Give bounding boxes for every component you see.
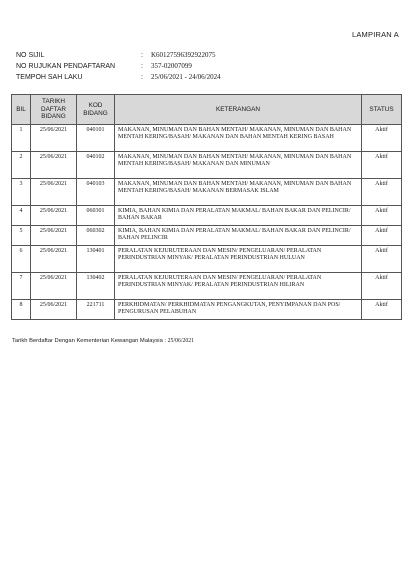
cell-keterangan: PERALATAN KEJURUTERAAN DAN MESIN/ PENGELUARAN/ PERALATAN PERINDUSTRIAN MINYAK/ PERALATAN PERINDUSTRIAN HILIRAN xyxy=(115,273,362,300)
meta-value: K60127596392922075 xyxy=(151,51,216,59)
cell-tarikh: 25/06/2021 xyxy=(31,179,77,206)
header-status: STATUS xyxy=(362,95,402,125)
bidang-table xyxy=(11,94,402,320)
certificate-meta xyxy=(16,50,221,83)
meta-value: 25/06/2021 - 24/06/2024 xyxy=(151,73,221,81)
cell-bil: 5 xyxy=(12,226,31,246)
registration-date-line xyxy=(12,338,194,344)
cell-bil: 4 xyxy=(12,206,31,226)
table-header-row xyxy=(12,95,402,125)
cell-keterangan: KIMIA, BAHAN KIMIA DAN PERALATAN MAKMAL/ BAHAN BAKAR DAN PELINCIR/ BAHAN BAKAR xyxy=(115,206,362,226)
meta-row-no-rujukan xyxy=(16,61,221,72)
lampiran-label: LAMPIRAN A xyxy=(351,30,399,39)
meta-colon: : xyxy=(141,63,143,70)
table-row xyxy=(12,125,402,152)
meta-colon: : xyxy=(141,74,143,81)
cell-tarikh: 25/06/2021 xyxy=(31,273,77,300)
cell-kod: 040103 xyxy=(77,179,115,206)
cell-status: Aktif xyxy=(362,226,402,246)
cell-bil: 8 xyxy=(12,300,31,320)
meta-row-tempoh xyxy=(16,72,221,83)
table-row xyxy=(12,246,402,273)
meta-label: NO RUJUKAN PENDAFTARAN xyxy=(16,63,116,70)
header-kod: KOD BIDANG xyxy=(77,95,115,125)
registration-date-value: 25/06/2021 xyxy=(167,338,195,344)
table-row xyxy=(12,300,402,320)
cell-kod: 060302 xyxy=(77,226,115,246)
cell-keterangan: MAKANAN, MINUMAN DAN BAHAN MENTAH/ MAKANAN, MINUMAN DAN BAHAN MENTAH KERING/BASAH/ MAKANAN DAN MINUMAN xyxy=(115,152,362,179)
registration-date-label: Tarikh Berdaftar Dengan Kementerian Kewangan Malaysia : xyxy=(12,338,167,344)
header-tarikh: TARIKH DAFTAR BIDANG xyxy=(31,95,77,125)
cell-bil: 1 xyxy=(12,125,31,152)
meta-label: TEMPOH SAH LAKU xyxy=(16,74,83,81)
cell-status: Aktif xyxy=(362,273,402,300)
cell-tarikh: 25/06/2021 xyxy=(31,226,77,246)
cell-keterangan: MAKANAN, MINUMAN DAN BAHAN MENTAH/ MAKANAN, MINUMAN DAN BAHAN MENTAH KERING/BASAH/ MAKANAN BERMASAK ISLAM xyxy=(115,179,362,206)
cell-kod: 221711 xyxy=(77,300,115,320)
cell-status: Aktif xyxy=(362,300,402,320)
cell-tarikh: 25/06/2021 xyxy=(31,300,77,320)
cell-status: Aktif xyxy=(362,125,402,152)
cell-tarikh: 25/06/2021 xyxy=(31,125,77,152)
cell-bil: 6 xyxy=(12,246,31,273)
header-bil: BIL xyxy=(12,95,31,125)
meta-label: NO SIJIL xyxy=(16,52,45,59)
table-row xyxy=(12,206,402,226)
table-row xyxy=(12,273,402,300)
meta-value: 357-02007099 xyxy=(151,62,192,70)
cell-status: Aktif xyxy=(362,206,402,226)
meta-row-no-sijil xyxy=(16,50,221,61)
table-row xyxy=(12,152,402,179)
cell-tarikh: 25/06/2021 xyxy=(31,206,77,226)
cell-bil: 2 xyxy=(12,152,31,179)
cell-keterangan: KIMIA, BAHAN KIMIA DAN PERALATAN MAKMAL/ BAHAN BAKAR DAN PELINCIR/ BAHAN PELINCIR xyxy=(115,226,362,246)
cell-tarikh: 25/06/2021 xyxy=(31,246,77,273)
cell-tarikh: 25/06/2021 xyxy=(31,152,77,179)
cell-bil: 7 xyxy=(12,273,31,300)
meta-colon: : xyxy=(141,52,143,59)
cell-keterangan: PERALATAN KEJURUTERAAN DAN MESIN/ PENGELUARAN/ PERALATAN PERINDUSTRIAN MINYAK/ PERALATAN PERINDUSTRIAN HULUAN xyxy=(115,246,362,273)
cell-kod: 130402 xyxy=(77,273,115,300)
header-keterangan: KETERANGAN xyxy=(115,95,362,125)
cell-kod: 040102 xyxy=(77,152,115,179)
cell-status: Aktif xyxy=(362,246,402,273)
cell-kod: 060301 xyxy=(77,206,115,226)
cell-status: Aktif xyxy=(362,179,402,206)
cell-status: Aktif xyxy=(362,152,402,179)
table-row xyxy=(12,179,402,206)
cell-kod: 130401 xyxy=(77,246,115,273)
cell-bil: 3 xyxy=(12,179,31,206)
cell-keterangan: MAKANAN, MINUMAN DAN BAHAN MENTAH/ MAKANAN, MINUMAN DAN BAHAN MENTAH KERING/BASAH/ MAKANAN DAN BAHAN MENTAH KERING BASAH xyxy=(115,125,362,152)
cell-kod: 040101 xyxy=(77,125,115,152)
cell-keterangan: PERKHIDMATAN/ PERKHIDMATAN PENGANGKUTAN, PENYIMPANAN DAN POS/ PENGURUSAN PELABUHAN xyxy=(115,300,362,320)
table-row xyxy=(12,226,402,246)
